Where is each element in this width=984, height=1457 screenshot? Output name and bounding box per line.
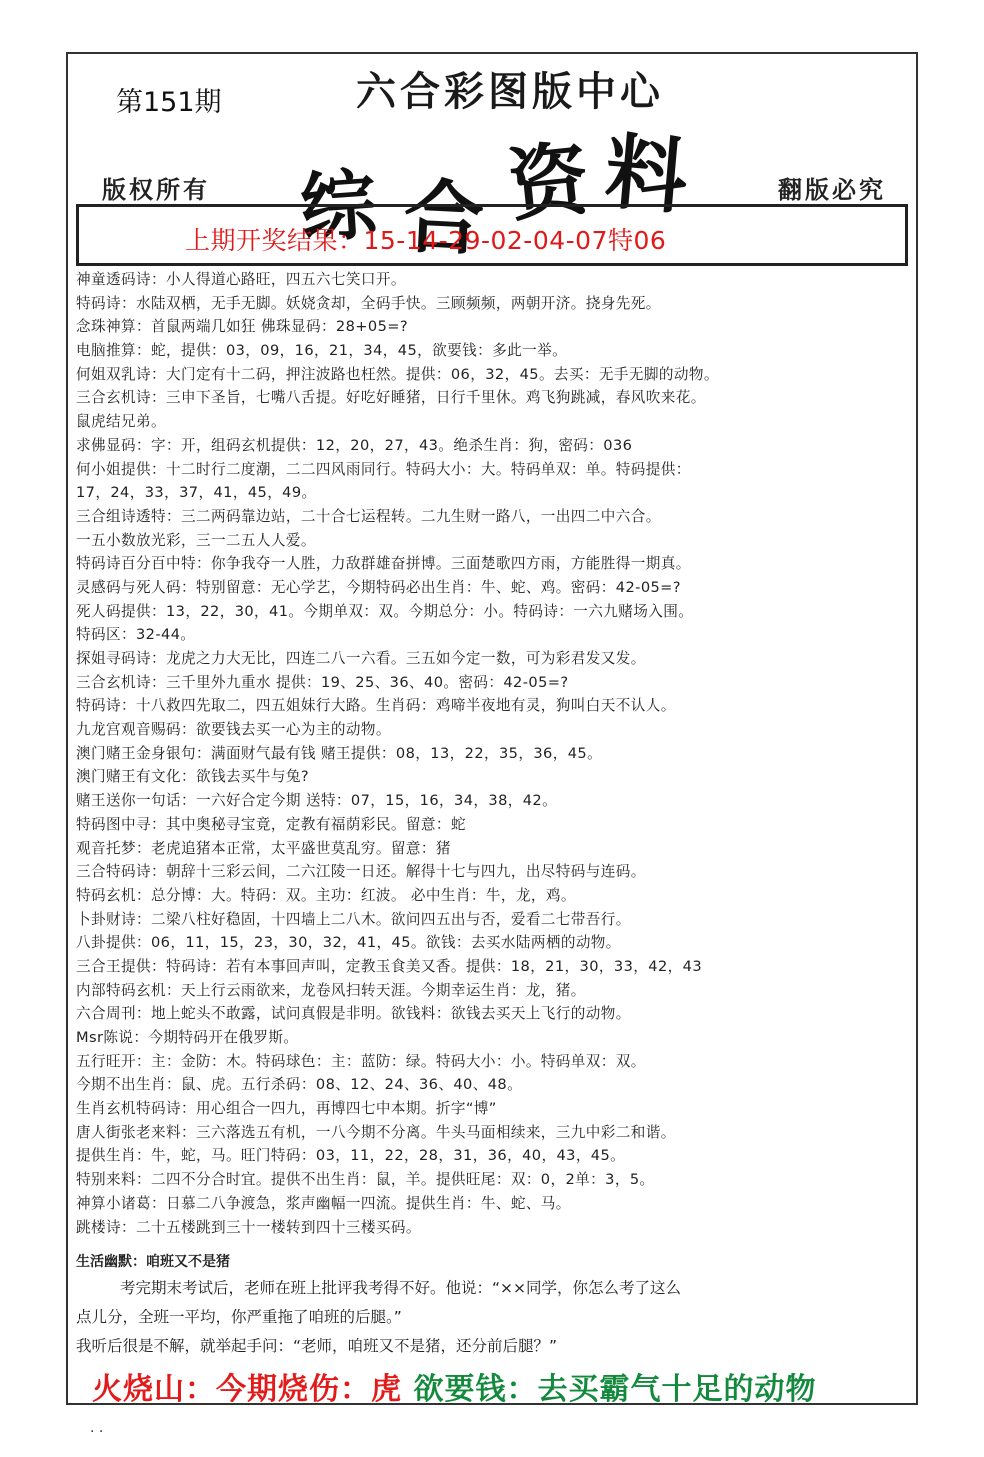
content-line: 特码玄机：总分博：大。特码：双。主功：红波。 必中生肖：牛，龙，鸡。 xyxy=(76,886,576,904)
footer-banner xyxy=(92,1364,816,1408)
big-title-char-2: 合 xyxy=(401,168,487,268)
content-line: 神算小诸葛：日慕二八争渡急，浆声幽幅一四流。提供生肖：牛、蛇、马。 xyxy=(76,1194,571,1212)
content-line: 特码图中寻：其中奥秘寻宝竟，定教有福荫彩民。留意：蛇 xyxy=(76,815,466,833)
content-line: 特码区：32-44。 xyxy=(76,626,196,644)
last-result-box xyxy=(76,204,908,266)
content-lines xyxy=(76,268,912,1239)
joke-line: 我听后很是不解，就举起手问：“老师，咱班又不是猪，还分前后腿？” xyxy=(76,1337,558,1355)
last-result-text: 上期开奖结果：15-14-29-02-04-07特06 xyxy=(185,226,667,255)
issue-number: 第151期 xyxy=(116,87,222,118)
content-line: 卜卦财诗：二梁八柱好稳固，十四墙上二八木。欲问四五出与否，爱看二七带吾行。 xyxy=(76,910,631,928)
content-line: 三合特码诗：朝辞十三彩云间，二六江陵一日还。解得十七与四九，出尽特码与连码。 xyxy=(76,863,646,881)
content-line: 提供生肖：牛，蛇，马。旺门特码：03，11，22，28，31，36，40，43，45。 xyxy=(76,1147,626,1165)
content-line: 澳门赌王有文化：欲钱去买牛与兔? xyxy=(76,768,310,786)
content-line: 观音托梦：老虎追猪本正常，太平盛世莫乱穷。留意：猪 xyxy=(76,839,451,857)
big-title-char-4: 料 xyxy=(601,123,692,227)
content-line: 鼠虎结兄弟。 xyxy=(76,413,166,431)
content-line: 一五小数放光彩，三一二五人人爱。 xyxy=(76,531,316,549)
joke-section xyxy=(76,1250,912,1361)
content-line: 何姐双乳诗：大门定有十二码，押注波路也枉然。提供：06，32，45。去买：无手无脚的动物。 xyxy=(76,365,719,383)
content-line: 唐人街张老来料：三六落选五有机，一八今期不分离。牛头马面相续来，三九中彩二和谐。 xyxy=(76,1123,676,1141)
content-line: 内部特码玄机：天上行云雨欲来，龙卷风扫转天涯。今期幸运生肖：龙，猪。 xyxy=(76,981,586,999)
content-line: 特码诗百分百中特：你争我夺一人胜，力敌群雄奋拼博。三面楚歌四方雨，方能胜得一期真。 xyxy=(76,555,691,573)
content-line: 九龙宫观音赐码：欲要钱去买一心为主的动物。 xyxy=(76,721,391,739)
content-line: 八卦提供：06，11，15，23，30，32，41，45。欲钱：去买水陆两栖的动物。 xyxy=(76,934,621,952)
content-line: 赌王送你一句话：一六好合定今期 送特：07，15，16，34，38，42。 xyxy=(76,792,558,810)
content-line: 神童透码诗：小人得道心路旺，四五六七笑口开。 xyxy=(76,271,406,288)
content-line: 探姐寻码诗：龙虎之力大无比，四连二八一六看。三五如今定一数，可为彩君发又发。 xyxy=(76,650,646,667)
big-title-char-3: 资 xyxy=(503,131,594,233)
content-line: 今期不出生肖：鼠、虎。五行杀码：08、12、24、36、40、48。 xyxy=(76,1076,523,1094)
content-line: 三合玄机诗：三申下圣旨，七嘴八舌提。好吃好睡猪，日行千里休。鸡飞狗跳减，春风吹来花。 xyxy=(76,389,706,407)
document-sheet xyxy=(66,52,918,1405)
content-line: 特码诗：水陆双栖，无手无脚。妖娆贪却，全码手快。三顾频频，两朝开济。挠身先死。 xyxy=(76,294,661,312)
content-line: 灵感码与死人码：特别留意：无心学艺，今期特码必出生肖：牛、蛇、鸡。密码：42-05=? xyxy=(76,578,681,596)
joke-line: 考完期末考试后，老师在班上批评我考得不好。他说：“××同学，你怎么考了这么 xyxy=(120,1279,682,1297)
joke-title: 生活幽默：咱班又不是猪 xyxy=(76,1254,230,1270)
content-line: 特别来料：二四不分合时宜。提供不出生肖：鼠，羊。提供旺尾：双：0，2单：3，5。 xyxy=(76,1171,655,1189)
content-line: 三合玄机诗：三千里外九重水 提供：19、25、36、40。密码：42-05=? xyxy=(76,673,569,691)
content-line: 跳楼诗：二十五楼跳到三十一楼转到四十三楼买码。 xyxy=(76,1218,421,1236)
content-line: Msr陈说：今期特码开在俄罗斯。 xyxy=(76,1029,299,1046)
footer-green-text: 欲要钱：去买霸气十足的动物 xyxy=(413,1372,817,1407)
corner-dots: . . xyxy=(90,1420,104,1436)
content-line: 三合组诗透特：三二两码靠边站，二十合七运程转。二九生财一路八，一出四二中六合。 xyxy=(76,507,661,525)
copyright-note: 版权所有 xyxy=(102,175,210,204)
joke-line: 点儿分，全班一平均，你严重拖了咱班的后腿。” xyxy=(76,1308,402,1326)
content-line: 六合周刊：地上蛇头不敢露，试问真假是非明。欲钱料：欲钱去买天上飞行的动物。 xyxy=(76,1005,631,1023)
content-line: 何小姐提供：十二时行二度潮，二二四风雨同行。特码大小：大。特码单双：单。特码提供： xyxy=(76,460,691,478)
content-line: 三合王提供：特码诗：若有本事回声叫，定教玉食美又香。提供：18，21，30，33，42，43 xyxy=(76,957,703,975)
content-line: 特码诗：十八救四先取二，四五姐妹行大路。生肖码：鸡啼半夜地有灵，狗叫白天不认人。 xyxy=(76,697,676,715)
content-line: 17，24，33，37，41，45，49。 xyxy=(76,484,317,502)
content-line: 电脑推算：蛇，提供：03，09，16，21，34，45，欲要钱：多此一举。 xyxy=(76,342,568,360)
content-line: 五行旺开：主：金防：木。特码球色：主：蓝防：绿。特码大小：小。特码单双：双。 xyxy=(76,1052,646,1070)
content-line: 求佛显码：字：开，组码玄机提供：12，20，27，43。绝杀生肖：狗，密码：036 xyxy=(76,436,633,454)
big-title-char-1: 综 xyxy=(297,159,380,254)
content-line: 死人码提供：13，22，30，41。今期单双：双。今期总分：小。特码诗：一六九赌场入围。 xyxy=(76,602,694,620)
content-line: 澳门赌王金身银句：满面财气最有钱 赌王提供：08，13，22，35，36，45。 xyxy=(76,744,603,762)
footer-red-text: 火烧山：今期烧伤：虎 xyxy=(92,1372,402,1407)
piracy-note: 翻版必究 xyxy=(778,175,886,204)
center-title: 六合彩图版中心 xyxy=(356,68,664,115)
content-line: 生肖玄机特码诗：用心组合一四九，再博四七中本期。折字“博” xyxy=(76,1100,497,1118)
content-line: 念珠神算：首鼠两端几如狂 佛珠显码：28+05=? xyxy=(76,318,409,336)
